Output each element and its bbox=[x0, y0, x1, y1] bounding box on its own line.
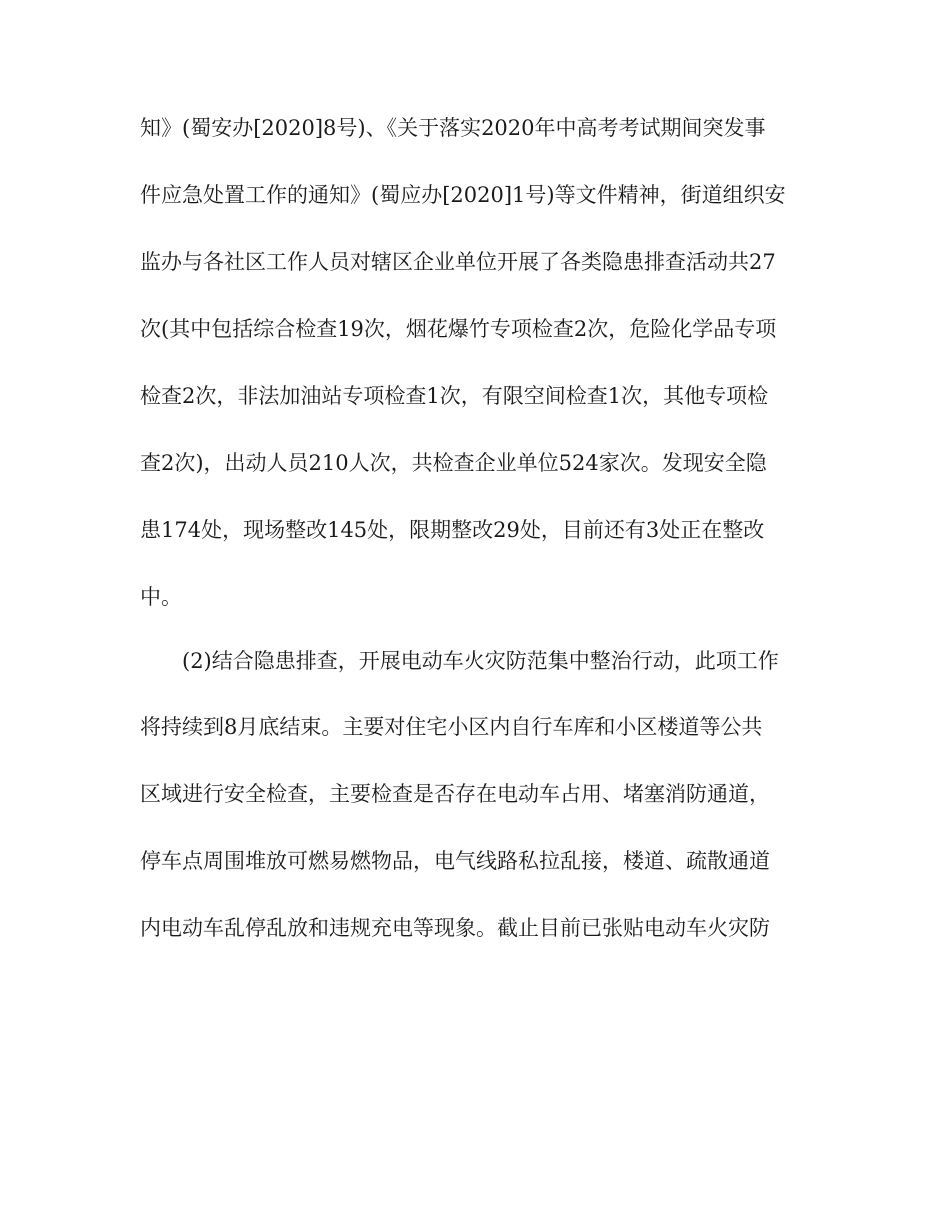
text-line-4: 次(其中包括综合检查19次，烟花爆竹专项检查2次，危险化学品专项 bbox=[140, 317, 777, 341]
text-line-11: 区域进行安全检查，主要检查是否存在电动车占用、堵塞消防通道， bbox=[140, 782, 770, 806]
text-line-7: 患174处，现场整改145处，限期整改29处，目前还有3处正在整改 bbox=[140, 518, 765, 542]
text-line-3: 监办与各社区工作人员对辖区企业单位开展了各类隐患排查活动共27 bbox=[140, 250, 776, 274]
text-line-5: 检查2次，非法加油站专项检查1次，有限空间检查1次，其他专项检 bbox=[140, 384, 769, 408]
text-line-10: 将持续到8月底结束。主要对住宅小区内自行车库和小区楼道等公共 bbox=[140, 715, 763, 739]
text-line-1: 知》(蜀安办[2020]8号)、《关于落实2020年中高考考试期间突发事 bbox=[140, 116, 766, 140]
paragraph-2-first-line: (2)结合隐患排查，开展电动车火灾防范集中整治行动，此项工作 bbox=[182, 649, 779, 673]
text-line-13: 内电动车乱停乱放和违规充电等现象。截止目前已张贴电动车火灾防 bbox=[140, 916, 770, 940]
text-line-12: 停车点周围堆放可燃易燃物品，电气线路私拉乱接，楼道、疏散通道 bbox=[140, 849, 770, 873]
text-line-2: 件应急处置工作的通知》(蜀应办[2020]1号)等文件精神，街道组织安 bbox=[140, 183, 786, 207]
text-line-8: 中。 bbox=[140, 585, 182, 609]
text-line-6: 查2次)，出动人员210人次，共检查企业单位524家次。发现安全隐 bbox=[140, 451, 767, 475]
